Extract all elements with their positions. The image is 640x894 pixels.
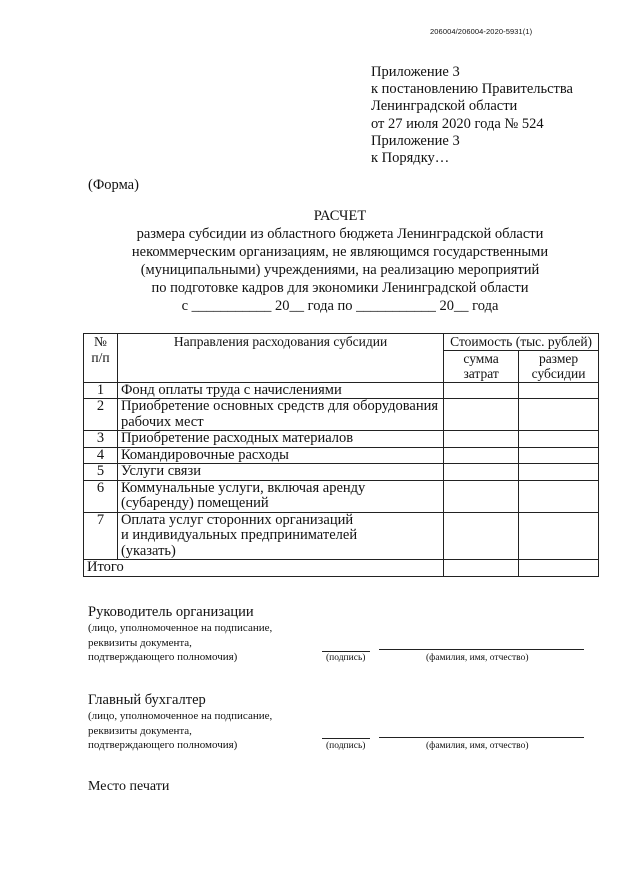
accountant-sign-line[interactable] (322, 738, 370, 739)
director-signature-block (88, 604, 272, 665)
table-row (84, 464, 599, 481)
row-direction: Приобретение расходных материалов (117, 431, 443, 448)
row-num: 6 (84, 480, 118, 512)
appendix-line: Приложение 3 (371, 132, 460, 149)
row-num: 3 (84, 431, 118, 448)
row-direction: Приобретение основных средств для оборудования рабочих мест (117, 399, 443, 431)
row-direction: Услуги связи (117, 464, 443, 481)
subsidy-cell[interactable] (519, 512, 599, 560)
header-direction: Направления расходования субсидии (117, 334, 443, 383)
title-period-line: с ___________ 20__ года по ___________ 20__ года (181, 298, 499, 314)
document-title (80, 207, 600, 315)
appendix-line: Приложение 3 (371, 64, 460, 80)
sum-cell[interactable] (444, 382, 519, 399)
header-cost: Стоимость (тыс. рублей) (444, 334, 599, 351)
sum-cell[interactable] (444, 464, 519, 481)
table-row (84, 382, 599, 399)
subsidy-cell[interactable] (519, 480, 599, 512)
appendix-line: к Порядку… (371, 150, 450, 167)
table-row (84, 447, 599, 464)
title-line: некоммерческим организациям, не являющимся государственными (131, 244, 549, 260)
appendix-line: к постановлению Правительства (371, 81, 573, 98)
accountant-note: (лицо, уполномоченное на подписание, реквизиты документа, подтверждающего полномочия) (88, 710, 273, 751)
row-num: 7 (84, 512, 118, 560)
header-sum: сумма затрат (444, 350, 519, 382)
subsidy-cell[interactable] (519, 447, 599, 464)
appendix-line: Ленинградской области (371, 98, 518, 115)
title-line: (муниципальными) учреждениями, на реализацию мероприятий (140, 262, 540, 278)
subsidy-cell[interactable] (519, 399, 599, 431)
title-heading: РАСЧЕТ (313, 208, 367, 224)
sum-cell[interactable] (444, 447, 519, 464)
total-label: Итого (84, 560, 444, 577)
row-num: 1 (84, 382, 118, 399)
table-row (84, 399, 599, 431)
row-num: 2 (84, 399, 118, 431)
total-sum-cell[interactable] (444, 560, 519, 577)
table-row (84, 431, 599, 448)
title-line: размера субсидии из областного бюджета Ленинградской области (136, 226, 544, 242)
table-row (84, 512, 599, 560)
sum-cell[interactable] (444, 399, 519, 431)
director-name-caption: (фамилия, имя, отчество) (426, 653, 529, 663)
director-sign-caption: (подпись) (326, 653, 366, 663)
total-subsidy-cell[interactable] (519, 560, 599, 577)
director-note: (лицо, уполномоченное на подписание, реквизиты документа, подтверждающего полномочия) (88, 622, 273, 663)
accountant-signature-block (88, 692, 272, 753)
row-num: 5 (84, 464, 118, 481)
subsidy-cell[interactable] (519, 382, 599, 399)
accountant-name-caption: (фамилия, имя, отчество) (426, 741, 529, 751)
director-title: Руководитель организации (88, 604, 254, 620)
title-line: по подготовке кадров для экономики Ленинградской области (151, 280, 529, 296)
sum-cell[interactable] (444, 431, 519, 448)
calculation-table (83, 333, 599, 577)
row-direction: Коммунальные услуги, включая аренду (субаренду) помещений (117, 480, 443, 512)
table-total-row (84, 560, 599, 577)
director-sign-line[interactable] (322, 651, 370, 652)
appendix-line: от 27 июля 2020 года № 524 (371, 115, 544, 132)
table-header-row (84, 334, 599, 351)
accountant-sign-caption: (подпись) (326, 741, 366, 751)
row-direction: Оплата услуг сторонних организаций и индивидуальных предпринимателей (указать) (117, 512, 443, 560)
subsidy-cell[interactable] (519, 431, 599, 448)
sum-cell[interactable] (444, 512, 519, 560)
form-label: (Форма) (88, 177, 139, 193)
header-num: № п/п (84, 334, 118, 383)
stamp-label: Место печати (88, 779, 170, 794)
header-subsidy: размер субсидии (519, 350, 599, 382)
sum-cell[interactable] (444, 480, 519, 512)
table-row (84, 480, 599, 512)
row-direction: Фонд оплаты труда с начислениями (117, 382, 443, 399)
appendix-header (371, 64, 573, 167)
subsidy-cell[interactable] (519, 464, 599, 481)
row-direction: Командировочные расходы (117, 447, 443, 464)
director-name-line[interactable] (379, 649, 584, 650)
row-num: 4 (84, 447, 118, 464)
document-id: 206004/206004-2020-5931(1) (430, 27, 533, 36)
accountant-name-line[interactable] (379, 737, 584, 738)
accountant-title: Главный бухгалтер (88, 692, 206, 708)
